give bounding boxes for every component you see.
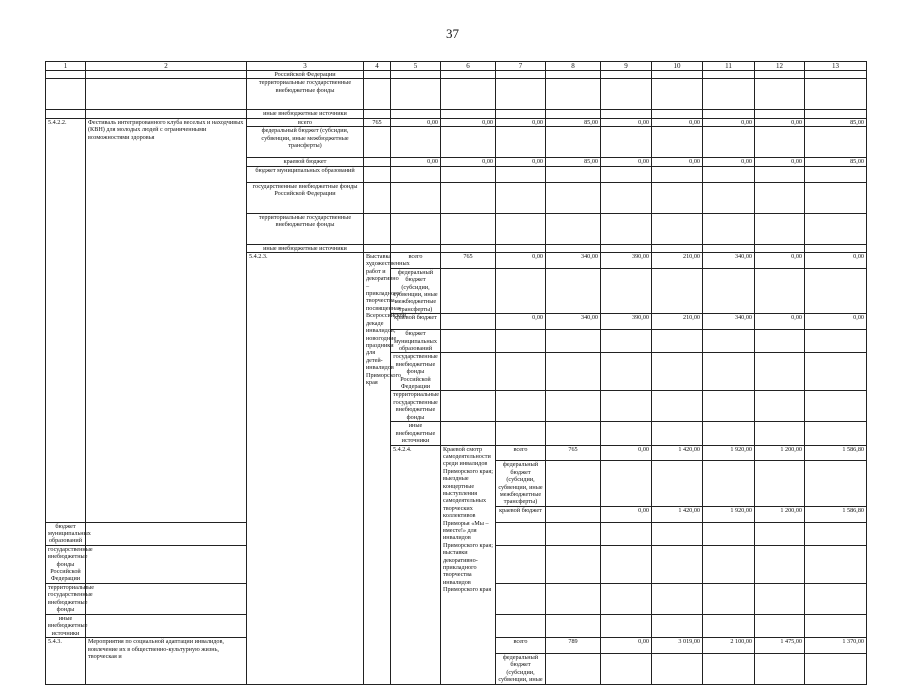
- value-col-7: 0,00: [496, 118, 546, 126]
- column-number-6: 6: [441, 62, 496, 71]
- value-col-9: [703, 391, 755, 422]
- value-col-6: 0,00: [441, 118, 496, 126]
- code-cell: 765: [546, 445, 601, 461]
- value-col-8: [546, 79, 601, 110]
- value-col-10: [755, 391, 805, 422]
- code-cell: [441, 268, 496, 313]
- value-col-8: 210,00: [652, 253, 703, 269]
- code-cell: [546, 506, 601, 522]
- value-col-11: [703, 127, 755, 158]
- value-col-11: [805, 330, 867, 353]
- value-col-9: [703, 422, 755, 445]
- column-number-7: 7: [496, 62, 546, 71]
- value-col-5: [601, 461, 652, 506]
- value-col-6: [441, 110, 496, 118]
- value-col-11: [703, 110, 755, 118]
- code-cell: [441, 330, 496, 353]
- table-row: [46, 118, 867, 126]
- funding-source: всего: [247, 118, 364, 126]
- value-col-9: [703, 583, 755, 614]
- value-col-7: [601, 545, 652, 583]
- value-col-12: 0,00: [755, 118, 805, 126]
- value-col-11: [703, 71, 755, 79]
- item-number: [46, 71, 86, 79]
- table-row: [46, 79, 867, 110]
- value-col-8: [652, 583, 703, 614]
- value-col-5: [601, 653, 652, 684]
- code-cell: [364, 166, 391, 182]
- value-col-5: [496, 353, 546, 391]
- code-cell: [441, 391, 496, 422]
- value-col-13: [805, 79, 867, 110]
- value-col-13: [805, 244, 867, 252]
- column-number-5: 5: [391, 62, 441, 71]
- item-description: Фестиваль интегрированного клуба веселых и находчивых (КВН) для молодых людей с ограниченными возможностями здоровья: [86, 118, 247, 522]
- value-col-6: [441, 213, 496, 244]
- column-number-1: 1: [46, 62, 86, 71]
- value-col-5: [391, 79, 441, 110]
- code-cell: 765: [364, 118, 391, 126]
- funding-source: иные внебюджетные источники: [46, 614, 86, 637]
- item-number: 5.4.2.3.: [247, 253, 364, 685]
- value-col-9: [601, 71, 652, 79]
- code-cell: [86, 583, 247, 614]
- funding-source: территориальные государственные внебюджетные фонды: [247, 79, 364, 110]
- value-col-11: [805, 353, 867, 391]
- value-col-5: 0,00: [601, 445, 652, 461]
- value-col-8: [652, 545, 703, 583]
- value-col-8: [652, 353, 703, 391]
- value-col-7: [601, 583, 652, 614]
- value-col-6: [441, 79, 496, 110]
- value-col-12: [755, 127, 805, 158]
- value-col-9: [805, 461, 867, 506]
- value-col-8: [546, 213, 601, 244]
- value-col-10: 0,00: [755, 314, 805, 330]
- code-cell: [364, 110, 391, 118]
- value-col-11: [703, 182, 755, 213]
- value-col-6: 0,00: [441, 158, 496, 166]
- value-col-7: [601, 522, 652, 545]
- code-cell: [546, 653, 601, 684]
- value-col-8: [755, 461, 805, 506]
- item-number: 5.4.2.4.: [391, 445, 441, 684]
- item-number: 5.4.2.2.: [46, 118, 86, 522]
- value-col-6: 340,00: [546, 314, 601, 330]
- value-col-9: [601, 110, 652, 118]
- value-col-10: [755, 545, 805, 583]
- funding-source: краевой бюджет: [391, 314, 441, 330]
- value-col-9: [601, 244, 652, 252]
- funding-source: государственные внебюджетные фонды Российской Федерации: [247, 182, 364, 213]
- value-col-9: [601, 79, 652, 110]
- value-col-6: [546, 522, 601, 545]
- funding-source: территориальные государственные внебюджетные фонды: [46, 583, 86, 614]
- value-col-12: [755, 213, 805, 244]
- value-col-10: [755, 422, 805, 445]
- column-number-2: 2: [86, 62, 247, 71]
- value-col-5: [496, 330, 546, 353]
- value-col-9: [601, 127, 652, 158]
- value-col-10: [652, 213, 703, 244]
- code-cell: [364, 79, 391, 110]
- value-col-11: [805, 422, 867, 445]
- value-col-6: 1 420,00: [652, 445, 703, 461]
- value-col-6: [546, 583, 601, 614]
- value-col-6: [546, 422, 601, 445]
- value-col-5: [391, 110, 441, 118]
- value-col-10: 0,00: [755, 253, 805, 269]
- funding-source: всего: [496, 445, 546, 461]
- value-col-11: 0,00: [703, 118, 755, 126]
- value-col-5: 0,00: [391, 158, 441, 166]
- column-number-9: 9: [601, 62, 652, 71]
- value-col-6: 1 420,00: [652, 506, 703, 522]
- code-cell: 765: [441, 253, 496, 269]
- value-col-9: [703, 614, 755, 637]
- value-col-11: [805, 545, 867, 583]
- funding-source: краевой бюджет: [496, 506, 546, 522]
- value-col-9: [703, 522, 755, 545]
- value-col-9: 0,00: [601, 118, 652, 126]
- value-col-8: 1 200,00: [755, 445, 805, 461]
- item-description: Выставка художественных работ и декоративно – прикладного творчества, посвященная Всероссийской декаде инвалидов; новогодние праздники для детей-инвалидов Приморского края: [364, 253, 391, 685]
- value-col-11: [805, 583, 867, 614]
- value-col-11: [703, 79, 755, 110]
- value-col-7: 1 920,00: [703, 506, 755, 522]
- page-number: 37: [446, 26, 459, 41]
- funding-source: территориальные государственные внебюджетные фонды: [391, 391, 441, 422]
- value-col-9: 0,00: [601, 158, 652, 166]
- value-col-9: [703, 330, 755, 353]
- value-col-7: [601, 268, 652, 313]
- value-col-9: [703, 268, 755, 313]
- funding-source: иные внебюджетные источники: [247, 110, 364, 118]
- table-row: [46, 71, 867, 79]
- value-col-10: [652, 166, 703, 182]
- value-col-9: [703, 545, 755, 583]
- value-col-10: 0,00: [652, 158, 703, 166]
- value-col-7: [496, 182, 546, 213]
- value-col-10: [755, 268, 805, 313]
- funding-source: федеральный бюджет (субсидии, субвенции, иные межбюджетные трансферты): [247, 127, 364, 158]
- value-col-5: [391, 71, 441, 79]
- value-col-10: [755, 353, 805, 391]
- table-row: [46, 110, 867, 118]
- value-col-8: [652, 391, 703, 422]
- value-col-5: [496, 614, 546, 637]
- value-col-11: [703, 166, 755, 182]
- value-col-12: [755, 71, 805, 79]
- value-col-6: [441, 127, 496, 158]
- value-col-6: [441, 182, 496, 213]
- code-cell: [441, 314, 496, 330]
- value-col-7: [496, 166, 546, 182]
- value-col-5: [391, 213, 441, 244]
- value-col-5: [391, 182, 441, 213]
- value-col-13: 85,00: [805, 158, 867, 166]
- value-col-5: [496, 522, 546, 545]
- item-description: Мероприятия по социальной адаптации инвалидов, вовлечение их в общественно-культурную жизнь, творческая и: [86, 638, 247, 684]
- value-col-7: 390,00: [601, 314, 652, 330]
- value-col-11: 0,00: [805, 253, 867, 269]
- value-col-12: 0,00: [755, 158, 805, 166]
- value-col-6: [546, 391, 601, 422]
- value-col-8: [652, 268, 703, 313]
- value-col-8: [652, 614, 703, 637]
- value-col-5: [496, 391, 546, 422]
- value-col-9: 1 586,80: [805, 506, 867, 522]
- column-number-4: 4: [364, 62, 391, 71]
- value-col-8: [652, 522, 703, 545]
- value-col-13: [805, 110, 867, 118]
- value-col-10: [755, 522, 805, 545]
- code-cell: [441, 422, 496, 445]
- value-col-12: [755, 182, 805, 213]
- value-col-7: [496, 110, 546, 118]
- column-number-12: 12: [755, 62, 805, 71]
- code-cell: [364, 127, 391, 158]
- item-number: 5.4.3.: [46, 638, 86, 684]
- value-col-10: [755, 614, 805, 637]
- funding-source: федеральный бюджет (субсидии, субвенции, иные межбюджетные трансферты): [496, 461, 546, 506]
- item-description: [86, 79, 247, 110]
- value-col-11: [805, 614, 867, 637]
- value-col-8: [546, 71, 601, 79]
- value-col-8: [652, 422, 703, 445]
- funding-source: бюджет муниципальных образований: [46, 522, 86, 545]
- value-col-11: [805, 522, 867, 545]
- value-col-13: [805, 166, 867, 182]
- value-col-8: [546, 127, 601, 158]
- value-col-5: [391, 127, 441, 158]
- code-cell: [546, 461, 601, 506]
- value-col-12: [755, 79, 805, 110]
- value-col-10: [652, 244, 703, 252]
- value-col-9: [703, 353, 755, 391]
- value-col-11: [805, 391, 867, 422]
- value-col-10: [652, 71, 703, 79]
- value-col-6: [441, 166, 496, 182]
- value-col-8: [546, 182, 601, 213]
- value-col-8: 85,00: [546, 118, 601, 126]
- value-col-8: [652, 330, 703, 353]
- value-col-9: [601, 166, 652, 182]
- funding-source: государственные внебюджетные фонды Российской Федерации: [391, 353, 441, 391]
- value-col-10: [652, 79, 703, 110]
- value-col-11: 0,00: [703, 158, 755, 166]
- value-col-9: 1 586,80: [805, 445, 867, 461]
- value-col-9: [601, 213, 652, 244]
- item-description: [86, 110, 247, 118]
- value-col-11: [805, 268, 867, 313]
- value-col-6: [546, 353, 601, 391]
- value-col-7: [601, 330, 652, 353]
- value-col-6: [441, 244, 496, 252]
- value-col-7: [496, 71, 546, 79]
- value-col-10: [755, 330, 805, 353]
- value-col-12: [755, 166, 805, 182]
- value-col-5: [496, 583, 546, 614]
- value-col-9: 340,00: [703, 314, 755, 330]
- column-number-8: 8: [546, 62, 601, 71]
- value-col-12: [755, 110, 805, 118]
- value-col-13: [805, 182, 867, 213]
- value-col-10: [652, 127, 703, 158]
- value-col-7: [703, 461, 755, 506]
- value-col-5: 0,00: [601, 638, 652, 654]
- value-col-5: [496, 268, 546, 313]
- value-col-7: [496, 244, 546, 252]
- value-col-10: 0,00: [652, 118, 703, 126]
- column-number-11: 11: [703, 62, 755, 71]
- value-col-5: [496, 545, 546, 583]
- column-number-13: 13: [805, 62, 867, 71]
- code-cell: [364, 158, 391, 166]
- value-col-8: [546, 244, 601, 252]
- item-description: Краевой смотр самодеятельности среди инвалидов Приморского края; выездные концертные выступления самодеятельных творческих коллективов Приморья «Мы – вместе!» для инвалидов Приморского края; выставки декоративно-прикладного творчества инвалидов Приморского края: [441, 445, 496, 684]
- value-col-9: [601, 182, 652, 213]
- value-col-7: 0,00: [496, 158, 546, 166]
- value-col-7: 390,00: [601, 253, 652, 269]
- value-col-10: [652, 182, 703, 213]
- value-col-13: [805, 71, 867, 79]
- value-col-8: 1 200,00: [755, 506, 805, 522]
- value-col-13: 85,00: [805, 118, 867, 126]
- value-col-7: [496, 213, 546, 244]
- funding-source: бюджет муниципальных образований: [391, 330, 441, 353]
- code-cell: [364, 182, 391, 213]
- code-cell: 789: [546, 638, 601, 654]
- value-col-8: [546, 110, 601, 118]
- value-col-8: [546, 166, 601, 182]
- value-col-6: 3 019,00: [652, 638, 703, 654]
- funding-source: всего: [496, 638, 546, 654]
- value-col-8: 210,00: [652, 314, 703, 330]
- item-number: [46, 79, 86, 110]
- value-col-10: [652, 110, 703, 118]
- value-col-8: [755, 653, 805, 684]
- code-cell: [441, 353, 496, 391]
- value-col-9: [805, 653, 867, 684]
- value-col-7: [496, 127, 546, 158]
- value-col-11: 0,00: [805, 314, 867, 330]
- value-col-7: [601, 353, 652, 391]
- funding-source: всего: [391, 253, 441, 269]
- value-col-6: [546, 330, 601, 353]
- value-col-8: 85,00: [546, 158, 601, 166]
- value-col-5: 0,00: [496, 314, 546, 330]
- value-col-6: 340,00: [546, 253, 601, 269]
- value-col-5: 0,00: [391, 118, 441, 126]
- value-col-6: [652, 653, 703, 684]
- code-cell: [364, 213, 391, 244]
- value-col-5: 0,00: [496, 253, 546, 269]
- value-col-7: 2 100,00: [703, 638, 755, 654]
- value-col-9: 1 370,00: [805, 638, 867, 654]
- value-col-9: 340,00: [703, 253, 755, 269]
- code-cell: [86, 545, 247, 583]
- item-description: [86, 71, 247, 79]
- column-number-3: 3: [247, 62, 364, 71]
- value-col-5: [391, 166, 441, 182]
- value-col-5: [391, 244, 441, 252]
- code-cell: [364, 71, 391, 79]
- value-col-7: [601, 614, 652, 637]
- value-col-12: [755, 244, 805, 252]
- table-header-row: [46, 62, 867, 71]
- value-col-6: [441, 71, 496, 79]
- value-col-5: 0,00: [601, 506, 652, 522]
- funding-source: федеральный бюджет (субсидии, субвенции, иные: [496, 653, 546, 684]
- funding-source: иные внебюджетные источники: [391, 422, 441, 445]
- value-col-7: [601, 422, 652, 445]
- value-col-5: [496, 422, 546, 445]
- funding-source: иные внебюджетные источники: [247, 244, 364, 252]
- funding-source: федеральный бюджет (субсидии, субвенции, иные межбюджетные трансферты): [391, 268, 441, 313]
- funding-source: краевой бюджет: [247, 158, 364, 166]
- code-cell: [86, 614, 247, 637]
- value-col-6: [652, 461, 703, 506]
- value-col-6: [546, 545, 601, 583]
- value-col-10: [755, 583, 805, 614]
- value-col-8: 1 475,00: [755, 638, 805, 654]
- value-col-7: [703, 653, 755, 684]
- funding-source: бюджет муниципальных образований: [247, 166, 364, 182]
- item-number: [46, 110, 86, 118]
- value-col-7: [496, 79, 546, 110]
- value-col-6: [546, 268, 601, 313]
- funding-source: государственные внебюджетные фонды Российской Федерации: [46, 545, 86, 583]
- value-col-6: [546, 614, 601, 637]
- budget-table: [45, 61, 867, 685]
- value-col-11: [703, 213, 755, 244]
- code-cell: [364, 244, 391, 252]
- funding-source: Российской Федерации: [247, 71, 364, 79]
- value-col-7: [601, 391, 652, 422]
- value-col-13: [805, 213, 867, 244]
- column-number-10: 10: [652, 62, 703, 71]
- value-col-11: [703, 244, 755, 252]
- code-cell: [86, 522, 247, 545]
- value-col-7: 1 920,00: [703, 445, 755, 461]
- value-col-13: [805, 127, 867, 158]
- funding-source: территориальные государственные внебюджетные фонды: [247, 213, 364, 244]
